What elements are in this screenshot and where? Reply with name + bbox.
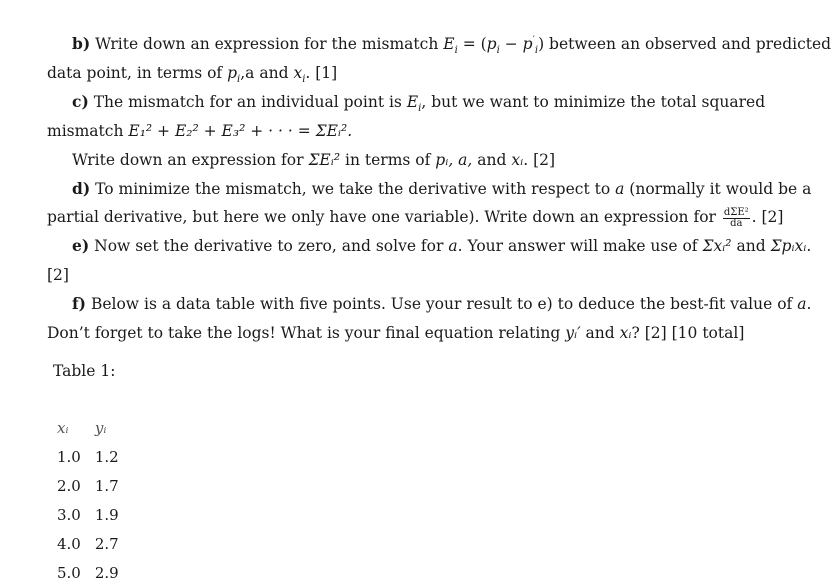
part-f-marks: ? [2] [10 total] [631,324,745,342]
math-x: x [293,64,303,82]
part-e-line-1 [72,236,812,256]
cell-y: 2.7 [94,534,119,553]
table-row [50,529,126,558]
math-vars: pᵢ, a, [435,151,473,169]
cell-x: 4.0 [57,534,81,553]
math-y-prime: yᵢ′ [565,324,581,342]
part-e-label: e) [72,236,90,255]
table-row [50,471,126,500]
data-table [50,413,126,587]
math-E: E [443,35,455,53]
part-b-text-end: ) between an observed and predicted [538,35,831,53]
part-d-line-2 [47,206,784,229]
part-f-text: Below is a data table with five points. Use your result to e) to deduce the best-fit value of [90,295,793,313]
math-sub: i [496,45,500,57]
part-f-label: f) [72,294,87,313]
table-header-row [50,413,126,442]
math-a: a [448,237,458,255]
header-x: xᵢ [57,418,69,437]
part-c-text: The mismatch for an individual point is [93,93,402,111]
part-d-line-1 [72,179,812,199]
part-d-marks: . [2] [751,208,784,226]
part-c-line-1 [72,92,766,115]
cell-x: 1.0 [57,447,81,466]
cell-y: 1.7 [94,476,119,495]
part-b-label: b) [72,34,91,53]
part-b-text: Write down an expression for the mismatch [95,35,439,53]
part-c-text: and [477,151,507,169]
math-E: E [406,93,419,111]
math-x: xᵢ [511,151,524,169]
math-sub: i [454,45,458,57]
table-row [50,500,126,529]
part-c-label: c) [72,92,89,111]
math-minus: − [499,35,523,53]
part-c-line-3 [72,150,732,170]
part-c-text: in terms of [345,151,431,169]
part-c-text: Write down an expression for [72,151,304,169]
part-d-text: To minimize the mismatch, we take the derivative with respect to [95,180,611,198]
part-e-text: and [736,237,766,255]
table-row [50,442,126,471]
part-b-line-1 [72,34,831,57]
math-sub: i [534,45,539,57]
cell-x: 3.0 [57,505,81,524]
part-f-line-2 [47,323,745,343]
math-sub: i [418,103,422,115]
cell-y: 2.9 [94,563,119,582]
math-a: a [797,295,807,313]
math-prime: ′ [532,34,535,46]
fraction-denominator: da [730,217,743,229]
math-sum: ΣEᵢ² [308,151,341,169]
part-e-line-2 [47,265,737,285]
part-e-text: Now set the derivative to zero, and solve for [94,237,444,255]
part-b-line-2 [47,63,737,86]
part-e-marks: [2] [47,266,69,284]
part-b-text: data point, in terms of [47,64,223,82]
math-sub: i [302,74,306,86]
derivative-fraction [723,208,750,229]
math-sum-squares: E₁² + E₂² + E₃² + · · · = ΣEᵢ². [128,122,353,140]
part-f-text: Don’t forget to take the logs! What is your final equation relating [47,324,561,342]
table-caption: Table 1: [53,362,116,380]
math-sum-x-squared: Σxᵢ² [702,237,732,255]
part-c-text: mismatch [47,122,124,140]
table-row [50,558,126,587]
math-sub: i [237,74,241,86]
cell-y: 1.2 [94,447,119,466]
fraction-numerator: dΣE² [723,206,749,218]
math-sum-px: Σpᵢxᵢ [770,237,807,255]
math-p: p [227,64,238,82]
math-a: a [615,180,625,198]
cell-y: 1.9 [94,505,119,524]
part-d-text-end: (normally it would be a [629,180,812,198]
part-c-line-2 [47,121,737,141]
math-p-prime: p [522,35,533,53]
part-f-text-end: . [806,295,812,313]
cell-x: 5.0 [57,563,81,582]
part-d-label: d) [72,179,91,198]
cell-x: 2.0 [57,476,81,495]
part-c-marks: . [2] [523,151,556,169]
math-eq: = ( [457,35,487,53]
math-p: p [486,35,497,53]
math-a: ,a and [240,64,289,82]
part-f-text: and [585,324,615,342]
part-c-text-end: , but we want to minimize the total squared [421,93,766,111]
part-e-text: . Your answer will make use of [457,237,698,255]
part-f-line-1 [72,294,812,314]
header-y: yᵢ [94,418,107,437]
part-d-text: partial derivative, but here we only have one variable). Write down an expression for [47,208,716,226]
math-x: xᵢ [619,324,632,342]
part-e-text-end: . [806,237,812,255]
part-b-marks: . [1] [305,64,338,82]
